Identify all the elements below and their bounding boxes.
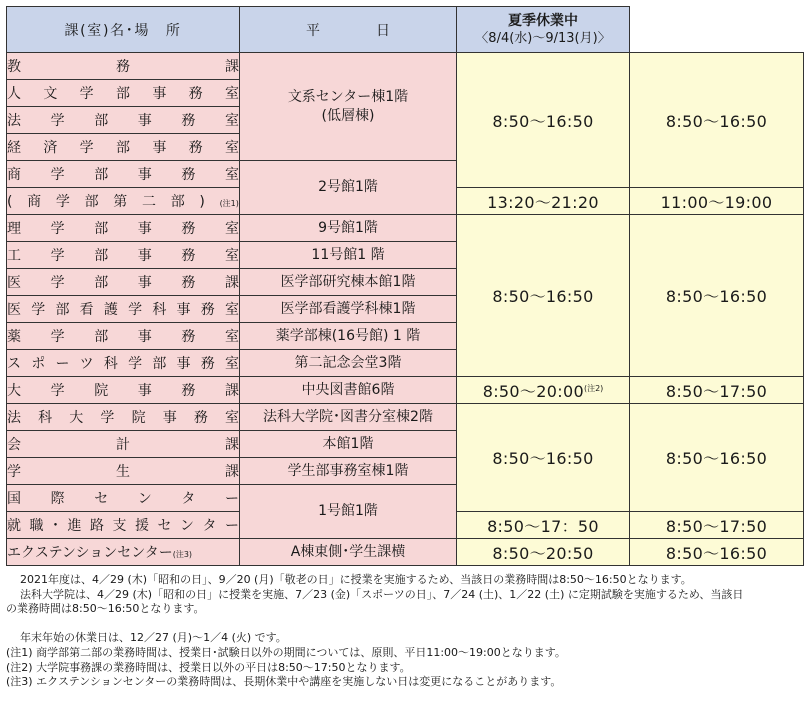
dept-name-char: 科 xyxy=(152,302,167,318)
dept-name-char: 室 xyxy=(224,140,239,156)
dept-name-char: 支 xyxy=(112,518,127,534)
dept-cell xyxy=(7,323,240,350)
dept-name-char: 路 xyxy=(90,518,104,534)
dept-name-char: 学 xyxy=(128,356,143,372)
dept-name xyxy=(7,83,239,103)
location-cell: 本館1階 xyxy=(240,431,457,458)
location-cell: 1号館1階 xyxy=(240,485,457,539)
dept-name-char: 医 xyxy=(7,275,21,291)
dept-cell xyxy=(7,485,240,512)
dept-name-char: 室 xyxy=(224,329,239,345)
dept-name-char: 法 xyxy=(7,113,21,129)
dept-name-char: 看 xyxy=(79,302,94,318)
dept-name-char: 学 xyxy=(50,221,65,237)
dept-name-char: 室 xyxy=(224,167,239,183)
dept-name-char: 理 xyxy=(7,221,21,237)
location-cell: 医学部研究棟本館1階 xyxy=(240,269,457,296)
location-text: 文系センター棟1階 (低層棟) xyxy=(287,88,409,124)
dept-name-char: 事 xyxy=(137,113,152,129)
note-line: 法科大学院は、4／29 (木)「昭和の日」に授業を実施、7／23 (金)「スポーツの日」、7／24 (土)、1／22 (土) に定期試験を実施するため、当該日 xyxy=(20,587,744,601)
dept-name-char: タ xyxy=(202,518,217,534)
dept-cell xyxy=(7,161,240,188)
dept-cell xyxy=(7,431,240,458)
dept-name-char: 務 xyxy=(181,113,196,129)
summer-hours: 8:50〜16:50 xyxy=(630,539,804,566)
dept-name-char: 部 xyxy=(94,221,109,237)
dept-name-char: 課 xyxy=(225,464,239,480)
dept-name-char: 学 xyxy=(50,329,65,345)
dept-name-char: 学 xyxy=(100,410,115,426)
dept-name-char: 護 xyxy=(103,302,118,318)
dept-name-char: 務 xyxy=(181,221,196,237)
dept-cell xyxy=(7,215,240,242)
dept-name-char: 事 xyxy=(137,221,152,237)
note-line: の業務時間は8:50〜16:50となります。 xyxy=(6,602,205,616)
dept-name-char: ) xyxy=(199,194,205,210)
dept-name-char: 務 xyxy=(181,275,196,291)
dept-name-char: 課 xyxy=(225,437,239,453)
dept-name-char: 学 xyxy=(31,302,46,318)
dept-name xyxy=(7,299,239,319)
dept-name xyxy=(7,434,239,454)
header-row xyxy=(7,7,804,53)
dept-name-char: 室 xyxy=(224,221,239,237)
dept-cell xyxy=(7,80,240,107)
dept-name-char: 務 xyxy=(193,410,208,426)
location-cell: 11号館1 階 xyxy=(240,242,457,269)
summer-hours: 8:50〜16:50 xyxy=(630,215,804,377)
dept-name-char: 務 xyxy=(181,383,196,399)
dept-name xyxy=(7,218,239,238)
weekday-hours: 8:50〜17：50 xyxy=(457,512,630,539)
dept-name xyxy=(7,110,239,130)
note-marker: (注3) xyxy=(172,550,193,559)
header-summer-title: 夏季休業中 xyxy=(508,12,578,29)
dept-name-char: 教 xyxy=(7,59,21,75)
dept-name-char: 商 xyxy=(7,167,21,183)
dept-name-char: 二 xyxy=(141,194,156,210)
dept-name-char: 院 xyxy=(94,383,109,399)
weekday-hours: 8:50〜16:50 xyxy=(457,53,630,188)
dept-name-char: 部 xyxy=(115,86,130,102)
dept-name xyxy=(7,245,239,265)
dept-name-char: 務 xyxy=(181,329,196,345)
dept-name-char: セ xyxy=(157,518,172,534)
footnotes xyxy=(6,573,803,690)
dept-name-char: 学 xyxy=(79,140,94,156)
location-cell: 第二記念会堂3階 xyxy=(240,350,457,377)
dept-name xyxy=(7,461,239,481)
location-cell: A棟東側･学生課横 xyxy=(240,539,457,566)
dept-name-char: 学 xyxy=(50,167,65,183)
weekday-hours: 13:20〜21:20 xyxy=(457,188,630,215)
dept-cell xyxy=(7,269,240,296)
dept-name-char: 務 xyxy=(188,140,203,156)
summer-hours: 8:50〜17:50 xyxy=(630,512,804,539)
dept-name-char: 文 xyxy=(43,86,58,102)
dept-name-char: 商 xyxy=(27,194,42,210)
dept-name-char: 務 xyxy=(181,167,196,183)
dept-name-char: 事 xyxy=(137,248,152,264)
dept-cell xyxy=(7,107,240,134)
summer-hours: 8:50〜16:50 xyxy=(630,404,804,512)
dept-name-char: 部 xyxy=(94,329,109,345)
dept-name-char: 室 xyxy=(224,410,239,426)
dept-name xyxy=(7,326,239,346)
dept-cell xyxy=(7,53,240,80)
dept-name-char: ツ xyxy=(79,356,94,372)
dept-name-char: 務 xyxy=(181,248,196,264)
summer-hours: 8:50〜17:50 xyxy=(630,377,804,404)
dept-name-char: 学 xyxy=(7,464,21,480)
location-cell: 薬学部棟(16号館) 1 階 xyxy=(240,323,457,350)
dept-name-char: 務 xyxy=(200,302,215,318)
dept-cell xyxy=(7,539,240,566)
dept-name-char: 事 xyxy=(152,86,167,102)
dept-name-char: 室 xyxy=(224,113,239,129)
dept-name-char: 人 xyxy=(7,86,21,102)
dept-name xyxy=(7,137,239,157)
dept-name xyxy=(7,380,239,400)
note-line: (注2) 大学院事務課の業務時間は、授業日以外の平日は8:50〜17:50となります。 xyxy=(6,660,411,674)
dept-name-char: 部 xyxy=(152,356,167,372)
dept-name-char: ン xyxy=(137,491,152,507)
dept-name-char: 計 xyxy=(116,437,130,453)
dept-name xyxy=(7,515,239,535)
dept-name-char: 学 xyxy=(55,194,70,210)
dept-name-char: 部 xyxy=(84,194,99,210)
dept-name-char: 事 xyxy=(137,329,152,345)
note-line: (注1) 商学部第二部の業務時間は、授業日･試験日以外の期間については、原則、平日11:00〜19:00となります。 xyxy=(6,645,566,659)
dept-name xyxy=(7,542,239,562)
dept-name-char: 部 xyxy=(170,194,185,210)
dept-name-char: 第 xyxy=(113,194,128,210)
dept-name-char: 室 xyxy=(224,86,239,102)
dept-name-char: 事 xyxy=(137,275,152,291)
note-line: (注3) エクステンションセンターの業務時間は、長期休業中や講座を実施しない日は変更になることがあります。 xyxy=(6,675,562,689)
dept-name-char: 学 xyxy=(79,86,94,102)
location-cell: 医学部看護学科棟1階 xyxy=(240,296,457,323)
dept-name-char: 事 xyxy=(162,410,177,426)
dept-name-char: 国 xyxy=(7,491,21,507)
dept-name-char: 職 xyxy=(29,518,44,534)
dept-name-char: 学 xyxy=(128,302,143,318)
dept-name-char: 課 xyxy=(224,383,239,399)
dept-name xyxy=(7,272,239,292)
dept-name-char: 室 xyxy=(224,248,239,264)
summer-hours: 8:50〜16:50 xyxy=(630,53,804,188)
location-cell: 9号館1階 xyxy=(240,215,457,242)
dept-name-char: 学 xyxy=(50,275,65,291)
header-weekday: 平日 xyxy=(240,7,457,53)
dept-name-char: 医 xyxy=(7,302,21,318)
location-cell: 法科大学院･図書分室棟2階 xyxy=(240,404,457,431)
dept-name-char: エクステンションセンター xyxy=(7,545,173,561)
dept-cell xyxy=(7,188,240,215)
weekday-hours: 8:50〜16:50 xyxy=(457,404,630,512)
dept-name-char: 大 xyxy=(7,383,21,399)
dept-name-char: 事 xyxy=(152,140,167,156)
dept-name-char: 法 xyxy=(7,410,21,426)
weekday-hours-text: 8:50〜20:00 xyxy=(482,381,584,401)
weekday-hours xyxy=(457,377,630,404)
dept-name xyxy=(7,164,239,184)
dept-name-char: 学 xyxy=(50,383,65,399)
dept-cell xyxy=(7,458,240,485)
dept-name xyxy=(7,353,239,373)
dept-name-char: 進 xyxy=(67,518,82,534)
dept-name-char: 事 xyxy=(176,302,191,318)
dept-name-char: 務 xyxy=(200,356,215,372)
summer-hours: 11:00〜19:00 xyxy=(630,188,804,215)
weekday-hours: 8:50〜20:50 xyxy=(457,539,630,566)
dept-cell xyxy=(7,296,240,323)
dept-name xyxy=(7,191,239,211)
dept-name-char: 院 xyxy=(131,410,146,426)
dept-name-char: 学 xyxy=(50,113,65,129)
dept-cell xyxy=(7,377,240,404)
dept-name-char: タ xyxy=(181,491,196,507)
table-row xyxy=(7,377,804,404)
dept-name xyxy=(7,488,239,508)
dept-name-char: 会 xyxy=(7,437,21,453)
dept-name-char: ( xyxy=(7,194,13,210)
dept-cell xyxy=(7,404,240,431)
dept-name-char: 室 xyxy=(224,302,239,318)
table-row xyxy=(7,53,804,80)
location-cell xyxy=(240,53,457,161)
note-marker: (注1) xyxy=(219,199,239,208)
table-row xyxy=(7,215,804,242)
dept-name-char: 工 xyxy=(7,248,21,264)
dept-name-char: 薬 xyxy=(7,329,21,345)
dept-cell xyxy=(7,242,240,269)
dept-name-char: 部 xyxy=(94,113,109,129)
note-line: 2021年度は、4／29 (木)「昭和の日」、9／20 (月)「敬老の日」に授業を実施するため、当該日の業務時間は8:50〜16:50となります。 xyxy=(20,573,692,586)
dept-name-char: 課 xyxy=(224,275,239,291)
dept-name xyxy=(7,407,239,427)
table-row xyxy=(7,404,804,431)
dept-name-char: 就 xyxy=(7,518,21,534)
header-summer xyxy=(457,7,630,53)
dept-name-char: 部 xyxy=(94,248,109,264)
dept-cell xyxy=(7,134,240,161)
dept-name-char: 済 xyxy=(43,140,58,156)
note-line: 年末年始の休業日は、12／27 (月)〜1／4 (火) です。 xyxy=(20,631,287,645)
note-marker: (注2) xyxy=(583,383,604,393)
dept-name-char: 部 xyxy=(94,275,109,291)
dept-name-char: 経 xyxy=(7,140,21,156)
dept-name-char: 務 xyxy=(188,86,203,102)
dept-cell xyxy=(7,512,240,539)
dept-name-char: ス xyxy=(7,356,21,372)
weekday-hours: 8:50〜16:50 xyxy=(457,215,630,377)
header-name-location: 課(室)名･場 所 xyxy=(7,7,240,53)
dept-name-char: ポ xyxy=(31,356,46,372)
dept-name-char: 科 xyxy=(103,356,118,372)
dept-name xyxy=(7,56,239,76)
dept-name-char: 部 xyxy=(94,167,109,183)
dept-name-char: セ xyxy=(94,491,109,507)
dept-name-char: 大 xyxy=(69,410,84,426)
dept-name-char: 科 xyxy=(38,410,53,426)
dept-name-char: 事 xyxy=(137,167,152,183)
dept-name-char: 課 xyxy=(225,59,239,75)
dept-name-char: 学 xyxy=(50,248,65,264)
office-hours-table xyxy=(6,6,804,566)
dept-name-char: ･ xyxy=(52,518,59,534)
dept-name-char: 際 xyxy=(50,491,65,507)
dept-cell xyxy=(7,350,240,377)
dept-name-char: ー xyxy=(55,356,70,372)
dept-name-char: 部 xyxy=(115,140,130,156)
dept-name-char: 部 xyxy=(55,302,70,318)
dept-name-char: ー xyxy=(225,518,239,534)
dept-name-char: ー xyxy=(224,491,239,507)
table-row xyxy=(7,539,804,566)
header-summer-period: 〈8/4(水)〜9/13(月)〉 xyxy=(475,30,611,46)
dept-name-char: 援 xyxy=(135,518,149,534)
location-cell: 2号館1階 xyxy=(240,161,457,215)
dept-name-char: 事 xyxy=(137,383,152,399)
location-cell: 中央図書館6階 xyxy=(240,377,457,404)
dept-name-char: 室 xyxy=(224,356,239,372)
dept-name-char: ン xyxy=(180,518,194,534)
dept-name-char: 事 xyxy=(176,356,191,372)
location-cell: 学生部事務室棟1階 xyxy=(240,458,457,485)
dept-name-char: 務 xyxy=(116,59,130,75)
dept-name-char: 生 xyxy=(116,464,130,480)
